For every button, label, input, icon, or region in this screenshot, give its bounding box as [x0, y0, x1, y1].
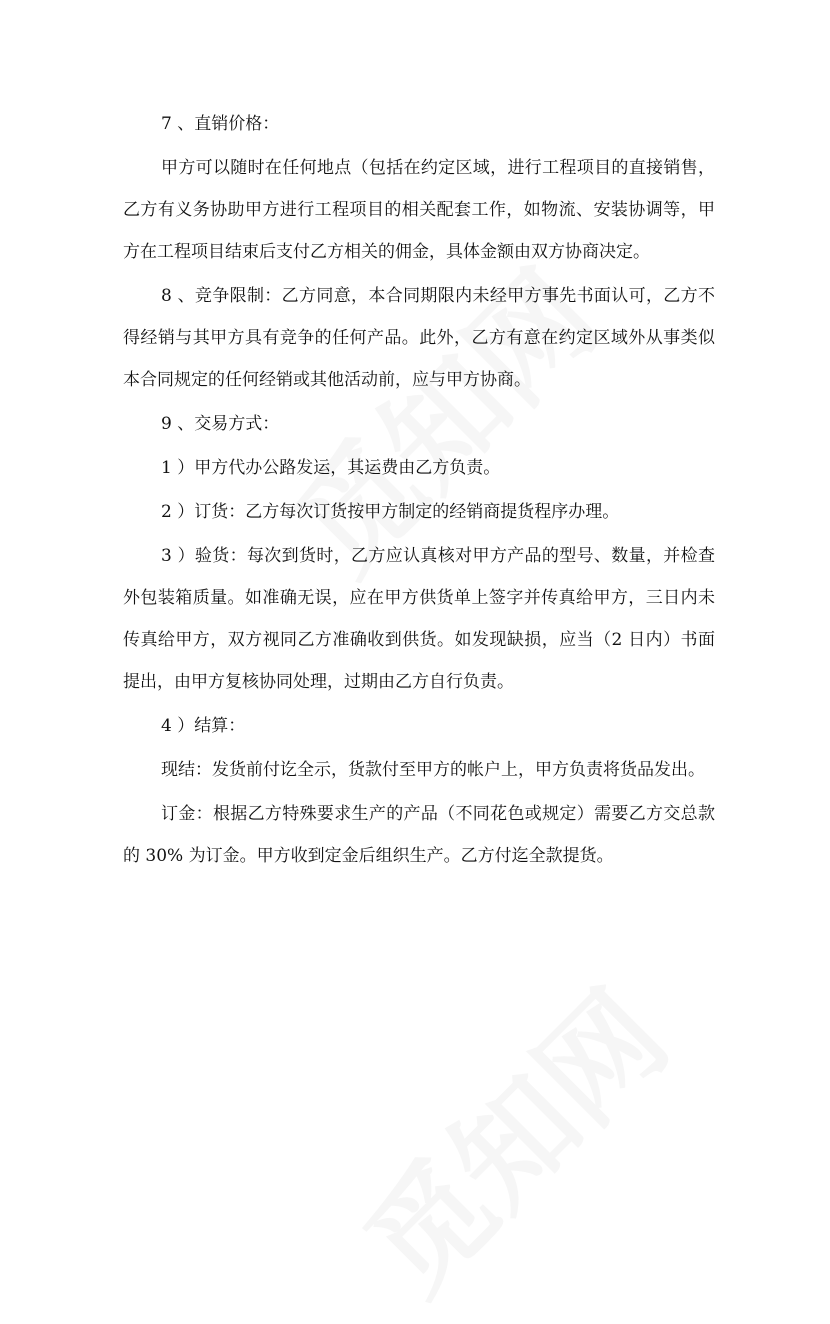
paragraph-inspection: 3 ）验货：每次到货时，乙方应认真核对甲方产品的型号、数量，并检查外包装箱质量。如准确无误，应在甲方供货单上签字并传真给甲方，三日内未传真给甲方，双方视同乙方准确收到供货。如发现缺损，应当（2 日内）书面提出，由甲方复核协同处理，过期由乙方自行负责。 — [123, 546, 715, 692]
watermark — [322, 948, 698, 1324]
section-heading-settlement: 4 ）结算： — [161, 716, 246, 736]
section-heading-transaction-method: 9 、交易方式： — [161, 414, 280, 434]
paragraph-competition-restriction: 8 、竞争限制：乙方同意，本合同期限内未经甲方事先书面认可，乙方不得经销与其甲方具有竞争的任何产品。此外，乙方有意在约定区域外从事类似本合同规定的任何经销或其他活动前，应与甲方协商。 — [123, 286, 715, 390]
paragraph-cash-settlement: 现结：发货前付讫全示，货款付至甲方的帐户上，甲方负责将货品发出。 — [161, 760, 705, 780]
paragraph-ordering: 2 ）订货：乙方每次订货按甲方制定的经销商提货程序办理。 — [161, 502, 620, 522]
document-body — [123, 103, 715, 879]
paragraph-deposit: 订金：根据乙方特殊要求生产的产品（不同花色或规定）需要乙方交总款的 30% 为订金。甲方收到定金后组织生产。乙方付迄全款提货。 — [123, 804, 715, 866]
section-heading-direct-pricing: 7 、直销价格： — [161, 114, 280, 134]
paragraph-direct-pricing: 甲方可以随时在任何地点（包括在约定区域，进行工程项目的直接销售，乙方有义务协助甲方进行工程项目的相关配套工作，如物流、安装协调等，甲方在工程项目结束后支付乙方相关的佣金，具体金额由双方协商决定。 — [123, 158, 715, 262]
paragraph-shipping: 1 ）甲方代办公路发运，其运费由乙方负责。 — [161, 458, 501, 478]
